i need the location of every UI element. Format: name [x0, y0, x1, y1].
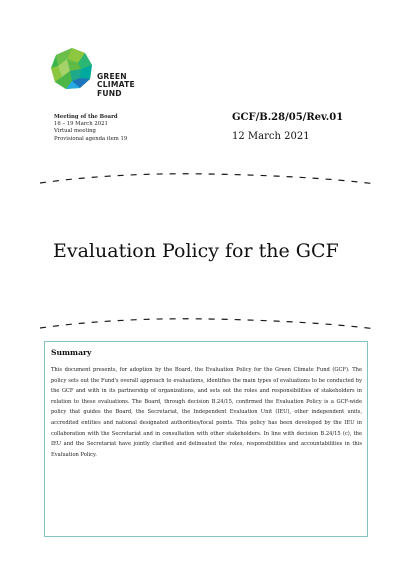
meeting-dates: 16 – 19 March 2021	[54, 121, 108, 128]
summary-text: This document presents, for adoption by the Board, the Evaluation Policy for the Green Climate Fund (GCF). The policy sets out the Fund's overall approach to evaluations, identifies the main types of evaluations to be conducted by the GCF and with in its partnership of organizations, and sets out the roles and responsibilities of stakeholders in relation to these evaluations. The Board, through decision B.24/15, confirmed the Evaluation Policy is a GCF-wide policy that guides the Board, the Secretariat, the Independent Evaluation Unit (IEU), other independent units, accredited entities and national designated authorities/focal points. This policy has been developed by the IEU in collaboration with the Secretariat and in consultation with other stakeholders. In line with decision B.24/15 (c), the IEU and the Secretariat have jointly clarified and delineated the roles, responsibilities and accountabilities in this Evaluation Policy.	[51, 367, 362, 458]
decorative-wave-divider-bottom	[38, 315, 378, 331]
decorative-wave-divider-top	[38, 170, 378, 186]
meeting-title: Meeting of the Board	[54, 114, 118, 120]
meeting-mode: Virtual meeting	[54, 128, 96, 135]
document-reference: GCF/B.28/05/Rev.01	[232, 112, 344, 123]
summary-box	[44, 341, 368, 537]
meeting-info	[54, 114, 127, 143]
gcf-logo-text	[97, 73, 135, 98]
document-date: 12 March 2021	[232, 131, 310, 142]
gcf-logo-icon	[50, 47, 94, 91]
logo-line-fund: FUND	[97, 88, 122, 98]
document-title: Evaluation Policy for the GCF	[53, 240, 339, 262]
logo-line-climate: CLIMATE	[97, 80, 135, 90]
summary-heading: Summary	[51, 348, 92, 357]
meeting-agenda-item: Provisional agenda item 19	[54, 135, 128, 142]
logo-line-green: GREEN	[97, 72, 127, 81]
